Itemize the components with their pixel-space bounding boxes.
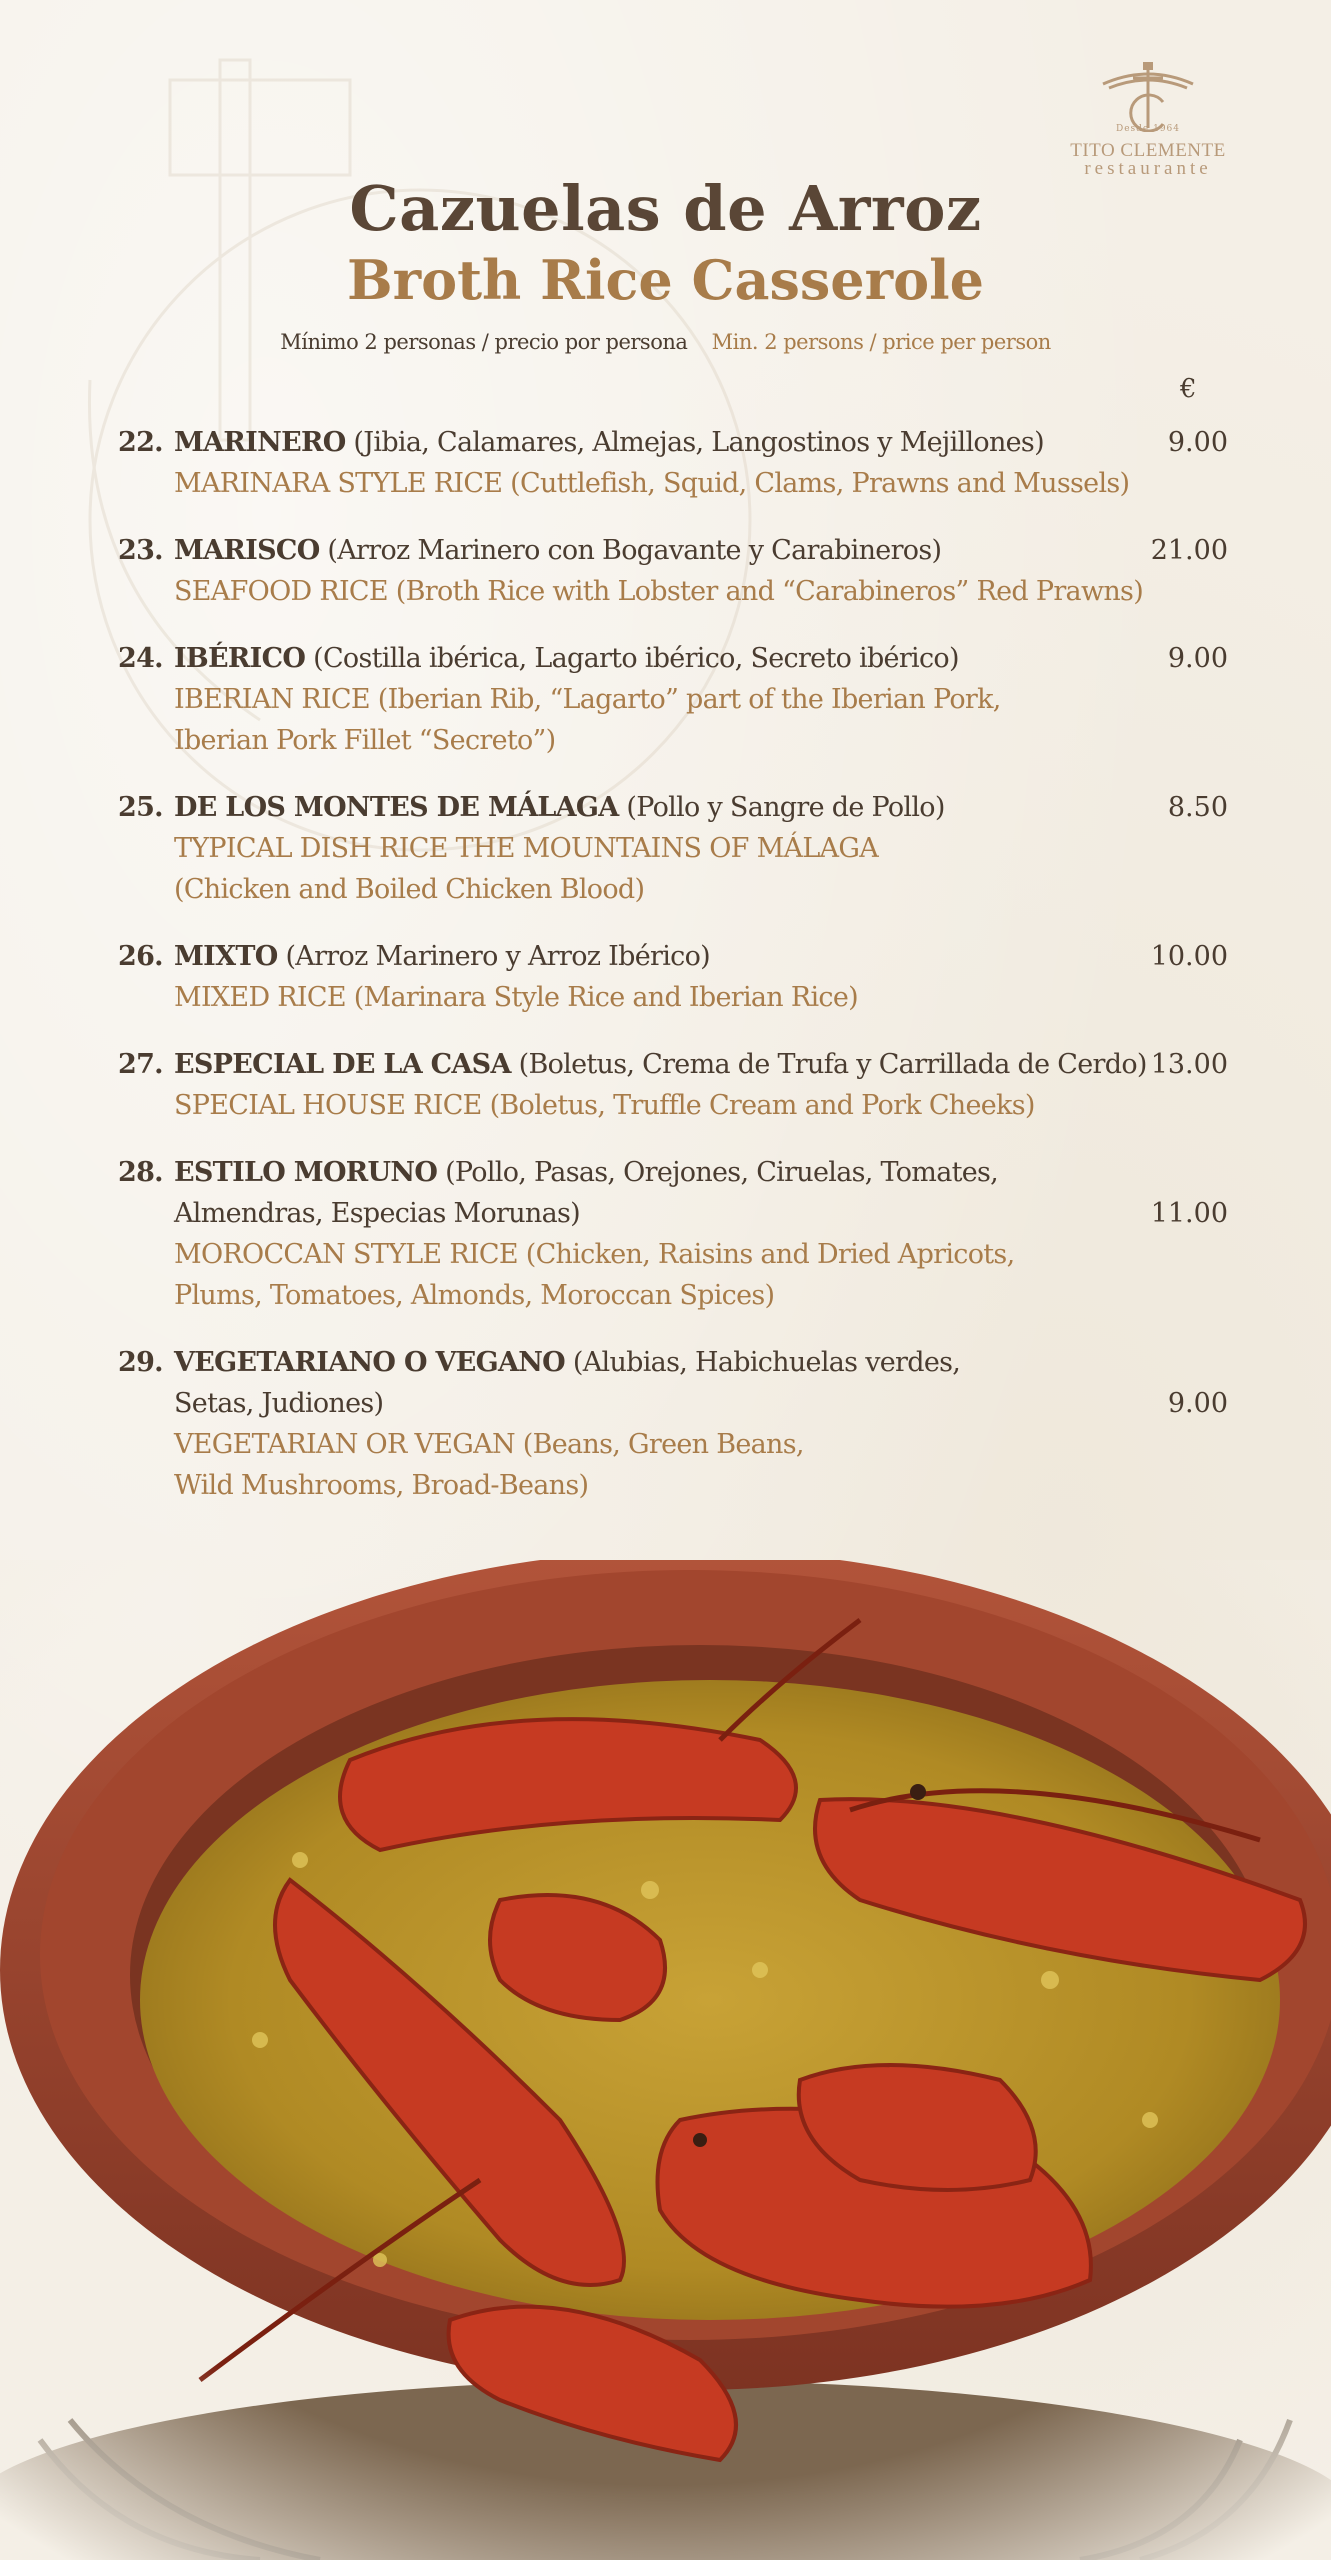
item-name: MIXTO bbox=[174, 941, 278, 972]
item-name: DE LOS MONTES DE MÁLAGA bbox=[174, 792, 619, 823]
item-price: 8.50 bbox=[1167, 792, 1228, 823]
item-name: IBÉRICO bbox=[174, 643, 306, 674]
menu-items-list bbox=[118, 422, 1228, 1532]
item-spanish bbox=[118, 787, 1228, 828]
menu-item bbox=[118, 638, 1228, 761]
item-spanish bbox=[118, 936, 1228, 977]
item-english: SEAFOOD RICE (Broth Rice with Lobster and “Carabineros” Red Prawns) bbox=[174, 576, 1144, 607]
item-desc-es: (Costilla ibérica, Lagarto ibérico, Secreto ibérico) bbox=[313, 643, 959, 674]
item-number: 26. bbox=[118, 941, 163, 972]
item-english-cont: Iberian Pork Fillet “Secreto”) bbox=[174, 725, 556, 756]
item-english: MIXED RICE (Marinara Style Rice and Iberian Rice) bbox=[174, 982, 858, 1013]
item-number: 29. bbox=[118, 1347, 163, 1378]
logo-sub: restaurante bbox=[1084, 158, 1212, 179]
item-english: IBERIAN RICE (Iberian Rib, “Lagarto” part of the Iberian Pork, bbox=[174, 684, 1001, 715]
menu-item bbox=[118, 422, 1228, 504]
item-price: 11.00 bbox=[1150, 1198, 1228, 1229]
item-desc-es: (Arroz Marinero y Arroz Ibérico) bbox=[285, 941, 710, 972]
logo-since: Desde 1964 bbox=[1115, 124, 1180, 134]
item-number: 25. bbox=[118, 792, 163, 823]
page-title-spanish: Cazuelas de Arroz bbox=[349, 172, 982, 245]
item-price: 21.00 bbox=[1150, 535, 1228, 566]
menu-item bbox=[118, 530, 1228, 612]
item-desc-es: (Pollo y Sangre de Pollo) bbox=[626, 792, 945, 823]
item-spanish bbox=[118, 1342, 1228, 1383]
item-spanish bbox=[118, 638, 1228, 679]
item-number: 28. bbox=[118, 1157, 163, 1188]
item-price: 10.00 bbox=[1150, 941, 1228, 972]
item-english-cont: Wild Mushrooms, Broad-Beans) bbox=[174, 1470, 589, 1501]
item-desc-es: (Arroz Marinero con Bogavante y Carabineros) bbox=[327, 535, 942, 566]
item-spanish bbox=[118, 1152, 1228, 1193]
subtitle bbox=[0, 330, 1331, 354]
page-title-english: Broth Rice Casserole bbox=[346, 248, 984, 312]
item-spanish-cont: Almendras, Especias Morunas) bbox=[174, 1198, 581, 1229]
logo-emblem-icon bbox=[1093, 62, 1203, 132]
subtitle-english: Min. 2 persons / price per person bbox=[711, 330, 1051, 354]
item-price: 9.00 bbox=[1167, 427, 1228, 458]
item-number: 24. bbox=[118, 643, 163, 674]
dish-photo bbox=[0, 1560, 1331, 2560]
item-name: MARINERO bbox=[174, 427, 346, 458]
item-desc-es: (Jibia, Calamares, Almejas, Langostinos y Mejillones) bbox=[353, 427, 1044, 458]
menu-item bbox=[118, 787, 1228, 910]
item-name: VEGETARIANO O VEGANO bbox=[174, 1347, 566, 1378]
item-english-cont: (Chicken and Boiled Chicken Blood) bbox=[174, 874, 645, 905]
item-desc-es: (Boletus, Crema de Trufa y Carrillada de Cerdo) bbox=[518, 1049, 1147, 1080]
item-price: 9.00 bbox=[1167, 643, 1228, 674]
item-number: 22. bbox=[118, 427, 163, 458]
lobster-rice-casserole-image bbox=[0, 1560, 1331, 2560]
item-spanish bbox=[118, 422, 1228, 463]
menu-item bbox=[118, 1044, 1228, 1126]
item-price: 13.00 bbox=[1150, 1049, 1228, 1080]
item-name: MARISCO bbox=[174, 535, 320, 566]
item-number: 23. bbox=[118, 535, 163, 566]
item-english-cont: Plums, Tomatoes, Almonds, Moroccan Spices) bbox=[174, 1280, 775, 1311]
item-price: 9.00 bbox=[1167, 1388, 1228, 1419]
item-spanish bbox=[118, 1044, 1228, 1085]
item-desc-es: (Alubias, Habichuelas verdes, bbox=[572, 1347, 961, 1378]
item-name: ESTILO MORUNO bbox=[174, 1157, 438, 1188]
item-desc-es: (Pollo, Pasas, Orejones, Ciruelas, Tomates, bbox=[445, 1157, 999, 1188]
item-name: ESPECIAL DE LA CASA bbox=[174, 1049, 511, 1080]
currency-symbol: € bbox=[1180, 374, 1197, 404]
menu-item bbox=[118, 1342, 1228, 1506]
logo-name: TITO CLEMENTE bbox=[1070, 140, 1226, 161]
item-english: MARINARA STYLE RICE (Cuttlefish, Squid, Clams, Prawns and Mussels) bbox=[174, 468, 1130, 499]
item-english: TYPICAL DISH RICE THE MOUNTAINS OF MÁLAGA bbox=[174, 833, 879, 864]
item-english: SPECIAL HOUSE RICE (Boletus, Truffle Cream and Pork Cheeks) bbox=[174, 1090, 1035, 1121]
subtitle-spanish: Mínimo 2 personas / precio por persona bbox=[280, 330, 688, 354]
item-english: MOROCCAN STYLE RICE (Chicken, Raisins and Dried Apricots, bbox=[174, 1239, 1015, 1270]
menu-item bbox=[118, 936, 1228, 1018]
menu-item bbox=[118, 1152, 1228, 1316]
item-spanish bbox=[118, 530, 1228, 571]
item-spanish-cont: Setas, Judiones) bbox=[174, 1388, 384, 1419]
item-number: 27. bbox=[118, 1049, 163, 1080]
item-english: VEGETARIAN OR VEGAN (Beans, Green Beans, bbox=[174, 1429, 804, 1460]
